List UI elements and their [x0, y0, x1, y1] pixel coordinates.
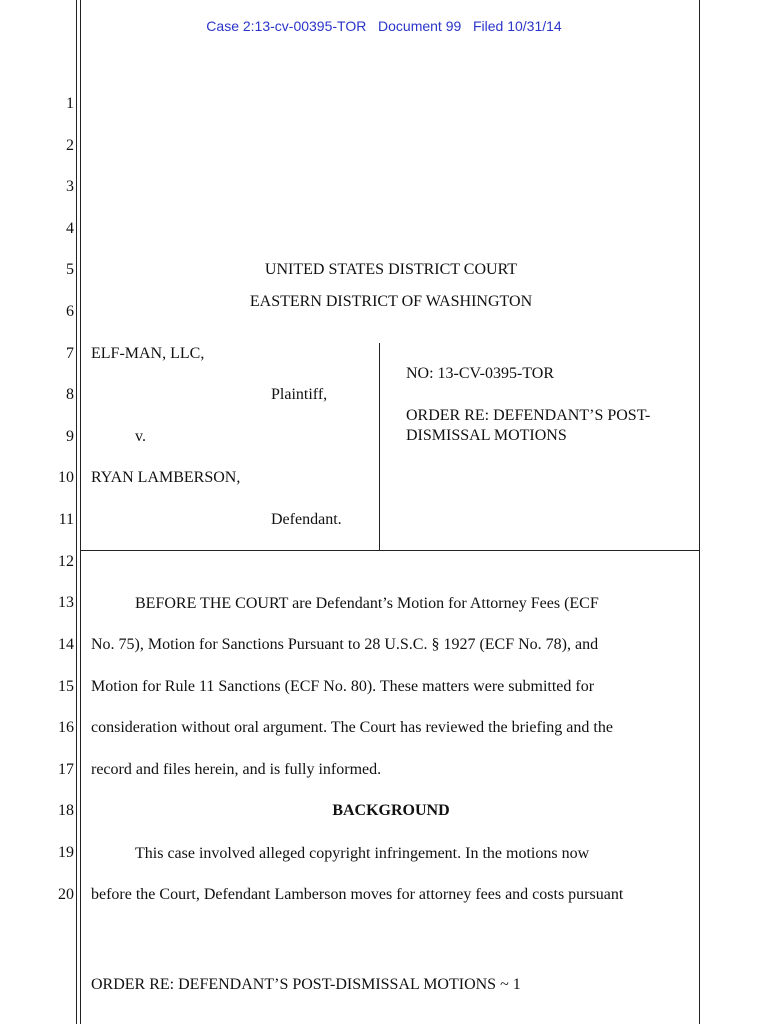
filing-header: [0, 18, 768, 34]
defendant-name: RYAN LAMBERSON,: [91, 469, 241, 486]
case-number-stamp: Case 2:13-cv-00395-TOR: [206, 18, 367, 34]
order-title-line-1: ORDER RE: DEFENDANT’S POST-: [406, 407, 651, 424]
line-number: 12: [58, 553, 74, 570]
line-number: 19: [58, 844, 74, 861]
document-number-stamp: Document 99: [378, 18, 462, 34]
body-line: before the Court, Defendant Lamberson moves for attorney fees and costs pursuant: [91, 886, 624, 903]
defendant-label: Defendant.: [271, 511, 342, 528]
line-number: 1: [66, 95, 74, 112]
versus-label: v.: [135, 428, 146, 445]
line-number: 13: [58, 594, 74, 611]
margin-rule-left-inner: [80, 0, 81, 1024]
line-number: 20: [58, 886, 74, 903]
body-line: No. 75), Motion for Sanctions Pursuant to 28 U.S.C. § 1927 (ECF No. 78), and: [91, 636, 599, 653]
body-line: record and files herein, and is fully informed.: [91, 761, 382, 778]
district-name: EASTERN DISTRICT OF WASHINGTON: [249, 293, 533, 310]
line-number: 6: [66, 303, 74, 320]
caption-bottom-rule: [81, 550, 699, 551]
line-number: 10: [58, 469, 74, 486]
body-line: consideration without oral argument. The Court has reviewed the briefing and the: [91, 719, 613, 736]
line-number: 11: [58, 511, 74, 528]
line-number: 3: [66, 178, 74, 195]
line-number: 2: [66, 137, 74, 154]
order-title-line-2: DISMISSAL MOTIONS: [406, 427, 567, 444]
court-name: UNITED STATES DISTRICT COURT: [264, 261, 518, 278]
body-line: BEFORE THE COURT are Defendant’s Motion for Attorney Fees (ECF: [135, 595, 599, 612]
plaintiff-label: Plaintiff,: [271, 386, 328, 403]
line-number: 8: [66, 386, 74, 403]
margin-rule-left-outer: [76, 0, 77, 1024]
line-number: 7: [66, 345, 74, 362]
section-heading: BACKGROUND: [332, 802, 450, 819]
caption-divider: [379, 343, 380, 551]
page-footer: ORDER RE: DEFENDANT’S POST-DISMISSAL MOTIONS ~ 1: [91, 976, 521, 993]
plaintiff-name: ELF-MAN, LLC,: [91, 345, 205, 362]
line-number: 4: [66, 220, 74, 237]
line-number: 16: [58, 719, 74, 736]
body-line: Motion for Rule 11 Sanctions (ECF No. 80). These matters were submitted for: [91, 678, 595, 695]
line-number: 5: [66, 261, 74, 278]
line-number: 9: [66, 428, 74, 445]
case-number: NO: 13-CV-0395-TOR: [406, 365, 555, 382]
line-number: 18: [58, 802, 74, 819]
line-number: 14: [58, 636, 74, 653]
line-number: 15: [58, 678, 74, 695]
line-number: 17: [58, 761, 74, 778]
margin-rule-right: [699, 0, 700, 1024]
filed-date-stamp: Filed 10/31/14: [472, 18, 562, 34]
body-line: This case involved alleged copyright infringement. In the motions now: [135, 845, 590, 862]
